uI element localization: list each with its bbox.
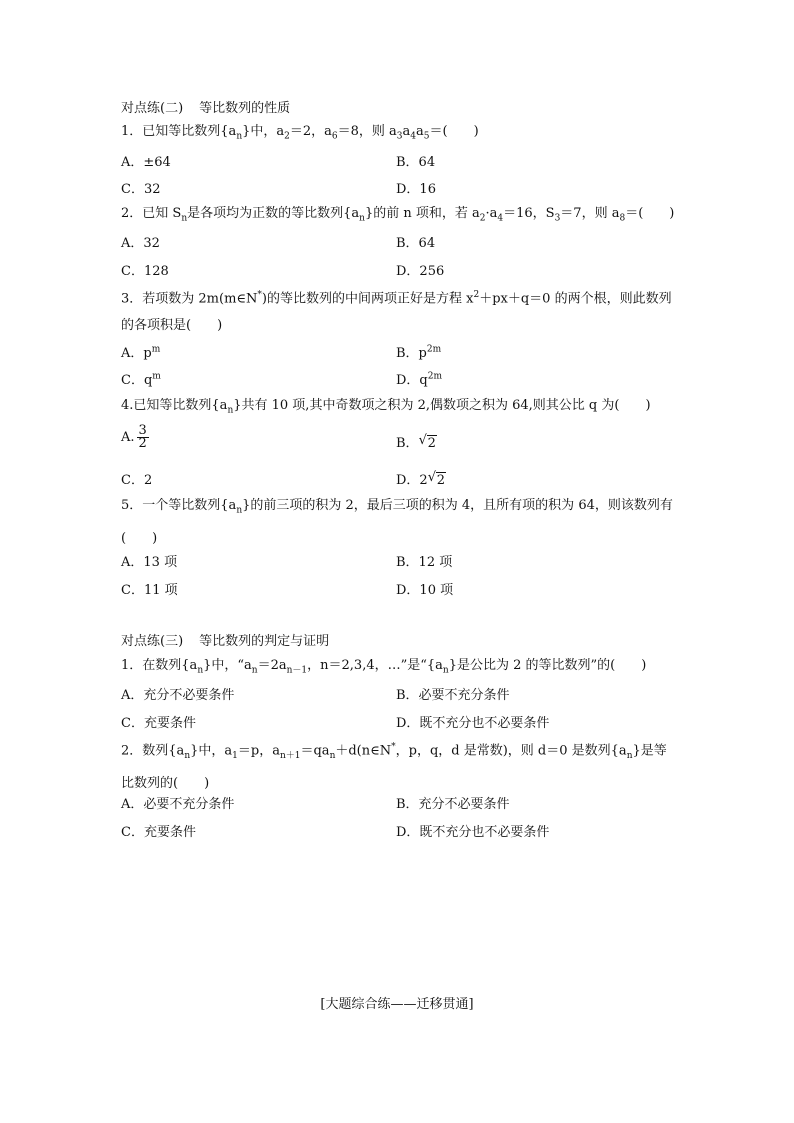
option-text: D．q [396, 373, 428, 388]
subscript: n [181, 213, 188, 224]
question-text: ＝2a [257, 658, 287, 673]
option-c[interactable]: C．充要条件 [121, 716, 196, 731]
question-text: 已知等比数列{a [133, 398, 228, 413]
sqrt [418, 433, 437, 451]
option-c[interactable]: C．2 [121, 473, 153, 488]
radical-sign: √ [418, 433, 427, 448]
option-a[interactable]: A．充分不必要条件 [121, 688, 235, 703]
section-title: 等比数列的判定与证明 [199, 634, 330, 649]
numerator: 3 [138, 423, 147, 438]
question-text: a [402, 124, 411, 139]
question-text: }的前 n 项和，若 a [364, 206, 480, 221]
superscript: * [257, 290, 262, 300]
question-text: }中，“a [203, 658, 252, 673]
question-number: 2． [121, 206, 143, 221]
question-text: ，p，q，d 是常数)，则 d＝0 是数列{a [395, 743, 627, 759]
question-text: 在数列{a [142, 658, 198, 673]
option-b[interactable] [396, 432, 437, 451]
question-text: }中，a [242, 124, 285, 139]
section-footer-heading: [大题综合练——迁移贯通] [320, 997, 474, 1012]
subscript: 8 [619, 213, 626, 224]
option-a[interactable]: A．32 [121, 236, 160, 251]
question-text: ＝p，a [237, 743, 280, 759]
section-heading-2 [121, 97, 290, 116]
subscript: 5 [423, 131, 430, 142]
subscript: n＋1 [279, 750, 301, 761]
question-text: 是各项均为正数的等比数列{a [187, 206, 360, 221]
question-number: 5． [121, 498, 143, 513]
question-text: }中，a [190, 743, 233, 759]
question-number: 1． [121, 124, 143, 139]
question-3-2 [121, 734, 677, 797]
question-text: }是等比数列的( ) [121, 743, 667, 791]
subscript: n [626, 750, 633, 761]
subscript: 4 [497, 213, 504, 224]
question-text: 已知等比数列{a [142, 124, 237, 139]
option-b[interactable]: B．64 [396, 236, 436, 251]
option-text: C．q [121, 373, 153, 388]
option-text: A．p [121, 346, 152, 361]
question-3-1 [121, 652, 677, 685]
question-2-2 [121, 200, 677, 233]
question-text: ＝qa [300, 743, 330, 759]
option-b[interactable] [396, 342, 441, 361]
option-a[interactable] [121, 342, 160, 361]
question-text: ＋d(n∈N [335, 743, 392, 759]
superscript: m [152, 371, 161, 382]
question-2-3 [121, 282, 677, 339]
superscript: m [151, 344, 161, 355]
denominator: 2 [138, 436, 147, 451]
question-text: ＝8，则 a [337, 124, 397, 139]
superscript: * [391, 742, 396, 752]
option-a[interactable]: A．必要不充分条件 [121, 797, 235, 812]
question-2-4 [121, 392, 677, 425]
option-c[interactable]: C．32 [121, 182, 161, 197]
subscript: n [227, 405, 234, 416]
radical-sign: √ [427, 470, 436, 485]
sqrt [427, 470, 446, 488]
subscript: 6 [331, 131, 338, 142]
question-text: ＝2，a [289, 124, 332, 139]
option-c[interactable]: C．充要条件 [121, 825, 196, 840]
option-b[interactable]: B．必要不充分条件 [396, 688, 510, 703]
option-text: B． [396, 436, 419, 451]
radicand: 2 [427, 436, 436, 451]
question-text: ＝7，则 a [560, 206, 620, 221]
option-a[interactable]: A．±64 [121, 155, 171, 170]
question-text: ＝( ) [429, 124, 479, 139]
question-text: ，n＝2,3,4，…”是“{a [307, 658, 443, 673]
section-title: 等比数列的性质 [199, 101, 291, 116]
question-text: ·a [485, 206, 498, 221]
question-text: 一个等比数列{a [142, 498, 237, 513]
question-text: }共有 10 项,其中奇数项之积为 2,偶数项之积为 64,则其公比 q 为( ) [233, 398, 651, 413]
subscript: 3 [554, 213, 561, 224]
radicand: 2 [436, 473, 445, 488]
subscript: 2 [284, 131, 290, 142]
option-c[interactable]: C．11 项 [121, 583, 178, 598]
option-d[interactable]: D．既不充分也不必要条件 [396, 716, 550, 731]
subscript: n [359, 213, 365, 224]
option-b[interactable]: B．64 [396, 155, 436, 170]
subscript: n [236, 131, 243, 142]
subscript: n [251, 665, 258, 676]
option-a[interactable] [121, 425, 149, 450]
subscript: n [236, 505, 243, 516]
subscript: 1 [232, 750, 238, 761]
question-text: )的等比数列的中间两项正好是方程 x [261, 291, 474, 307]
subscript: n [442, 665, 449, 676]
fraction [137, 425, 149, 450]
question-text: 数列{a [142, 743, 185, 759]
option-d[interactable] [396, 469, 446, 488]
section-tag: 对点练(二) [121, 101, 184, 116]
option-d[interactable] [396, 369, 442, 388]
subscript: 3 [396, 131, 403, 142]
option-d[interactable]: D．16 [396, 182, 436, 197]
option-d[interactable]: D．既不充分也不必要条件 [396, 825, 550, 840]
option-a[interactable]: A．13 项 [121, 555, 178, 570]
question-text: ＋px＋q＝0 的两个根，则此数列的各项积是( ) [121, 291, 672, 334]
question-text: a [416, 124, 424, 139]
option-c[interactable]: C．128 [121, 264, 169, 279]
option-d[interactable]: D．10 项 [396, 583, 454, 598]
option-d[interactable]: D．256 [396, 264, 445, 279]
question-2-1 [121, 118, 677, 151]
question-number: 1． [121, 658, 143, 673]
question-number: 3． [121, 291, 143, 307]
question-text: 已知 S [142, 206, 182, 221]
section-tag: 对点练(三) [121, 634, 184, 649]
question-text: }是公比为 2 的等比数列”的( ) [448, 658, 647, 673]
option-b[interactable]: B．充分不必要条件 [396, 797, 510, 812]
subscript: 4 [410, 131, 417, 142]
option-text: A. [121, 430, 135, 445]
option-b[interactable]: B．12 项 [396, 555, 453, 570]
superscript: 2 [473, 290, 480, 300]
question-text: }的前三项的积为 2，最后三项的积为 4，且所有项的积为 64，则该数列有( ) [121, 498, 673, 546]
option-text: B．p [396, 346, 427, 361]
question-2-5 [121, 492, 677, 552]
superscript: 2m [426, 344, 442, 355]
subscript: 2 [479, 213, 486, 224]
subscript: n [197, 665, 204, 676]
option-text: D．2 [396, 473, 428, 488]
subscript: n [184, 750, 191, 761]
question-number: 4. [121, 398, 134, 413]
section-heading-3 [121, 630, 329, 649]
question-text: ＝( ) [625, 206, 675, 221]
subscript: n－1 [286, 665, 308, 676]
superscript: 2m [427, 371, 443, 382]
option-c[interactable] [121, 369, 161, 388]
subscript: n [329, 750, 336, 761]
question-number: 2． [121, 743, 143, 759]
question-text: 若项数为 2m(m∈N [142, 291, 258, 307]
question-text: ＝16，S [503, 206, 555, 221]
